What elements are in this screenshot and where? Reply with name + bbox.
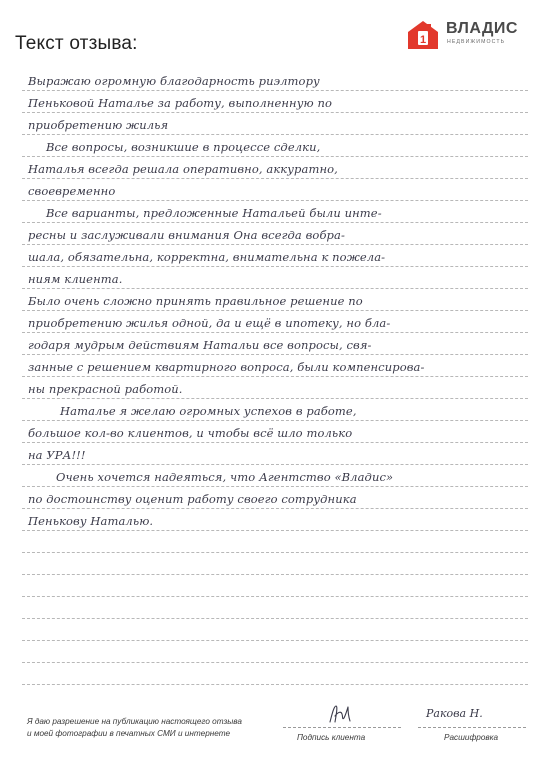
review-line: большое кол-во клиентов, и чтобы всё шло только: [28, 426, 353, 440]
review-line: своевременно: [28, 184, 116, 198]
logo-mark-text: 1: [419, 34, 427, 46]
signature-line: [283, 727, 401, 728]
decoding-label: Расшифровка: [444, 733, 499, 742]
review-line: ресны и заслуживали внимания Она всегда вобра-: [28, 228, 345, 242]
ruled-line: [22, 552, 528, 553]
review-line: Натальe я желаю огромных успехов в работе,: [60, 404, 357, 418]
consent-line: и моей фотографии в печатных СМИ и интернете: [27, 729, 231, 738]
review-line: приобретению жилья одной, да и ещё в ипотеку, но бла-: [28, 316, 391, 330]
ruled-line: [22, 684, 528, 685]
review-line: Пеньковой Натальe за работу, выполненную по: [28, 96, 332, 110]
review-line: Все вопросы, возникшие в процессе сделки,: [46, 140, 321, 154]
ruled-line: [22, 662, 528, 663]
logo-name: ВЛАДИС: [446, 20, 518, 37]
ruled-line: [22, 618, 528, 619]
review-line: Выражаю огромную благодарность риэлтору: [28, 74, 320, 88]
review-line: Было очень сложно принять правильное решение по: [28, 294, 363, 308]
review-line: Все варианты, предложенные Натальей были инте-: [46, 206, 382, 220]
ruled-line: [22, 640, 528, 641]
review-line: по достоинству оценит работу своего сотрудника: [28, 492, 357, 506]
decoding-value: Ракова Н.: [426, 707, 483, 720]
consent-line: Я даю разрешение на публикацию настоящего отзыва: [27, 717, 242, 726]
review-line: Очень хочется надеяться, что Агентство «Владис»: [56, 470, 394, 484]
decoding-line: [418, 727, 526, 728]
review-line: шала, обязательна, корректна, внимательна к пожела-: [28, 250, 386, 264]
consent-note: [27, 716, 277, 740]
client-signature: [327, 702, 355, 726]
review-line: на УРА!!!: [28, 448, 86, 462]
review-line: Пенькову Наталью.: [28, 514, 154, 528]
review-line: приобретению жилья: [28, 118, 169, 132]
review-line: ны прекрасной работой.: [28, 382, 183, 396]
ruled-line: [22, 596, 528, 597]
review-line: Наталья всегда решала оперативно, аккуратно,: [28, 162, 338, 176]
review-line: ниям клиента.: [28, 272, 123, 286]
ruled-line: [22, 574, 528, 575]
logo-subtitle: НЕДВИЖИМОСТЬ: [447, 39, 506, 45]
page-title: Текст отзыва:: [15, 33, 138, 54]
review-line: занные с решением квартирного вопроса, были компенсирова-: [28, 360, 425, 374]
review-line: годаря мудрым действиям Натальи все вопросы, свя-: [28, 338, 372, 352]
signature-label: Подпись клиента: [297, 733, 366, 742]
